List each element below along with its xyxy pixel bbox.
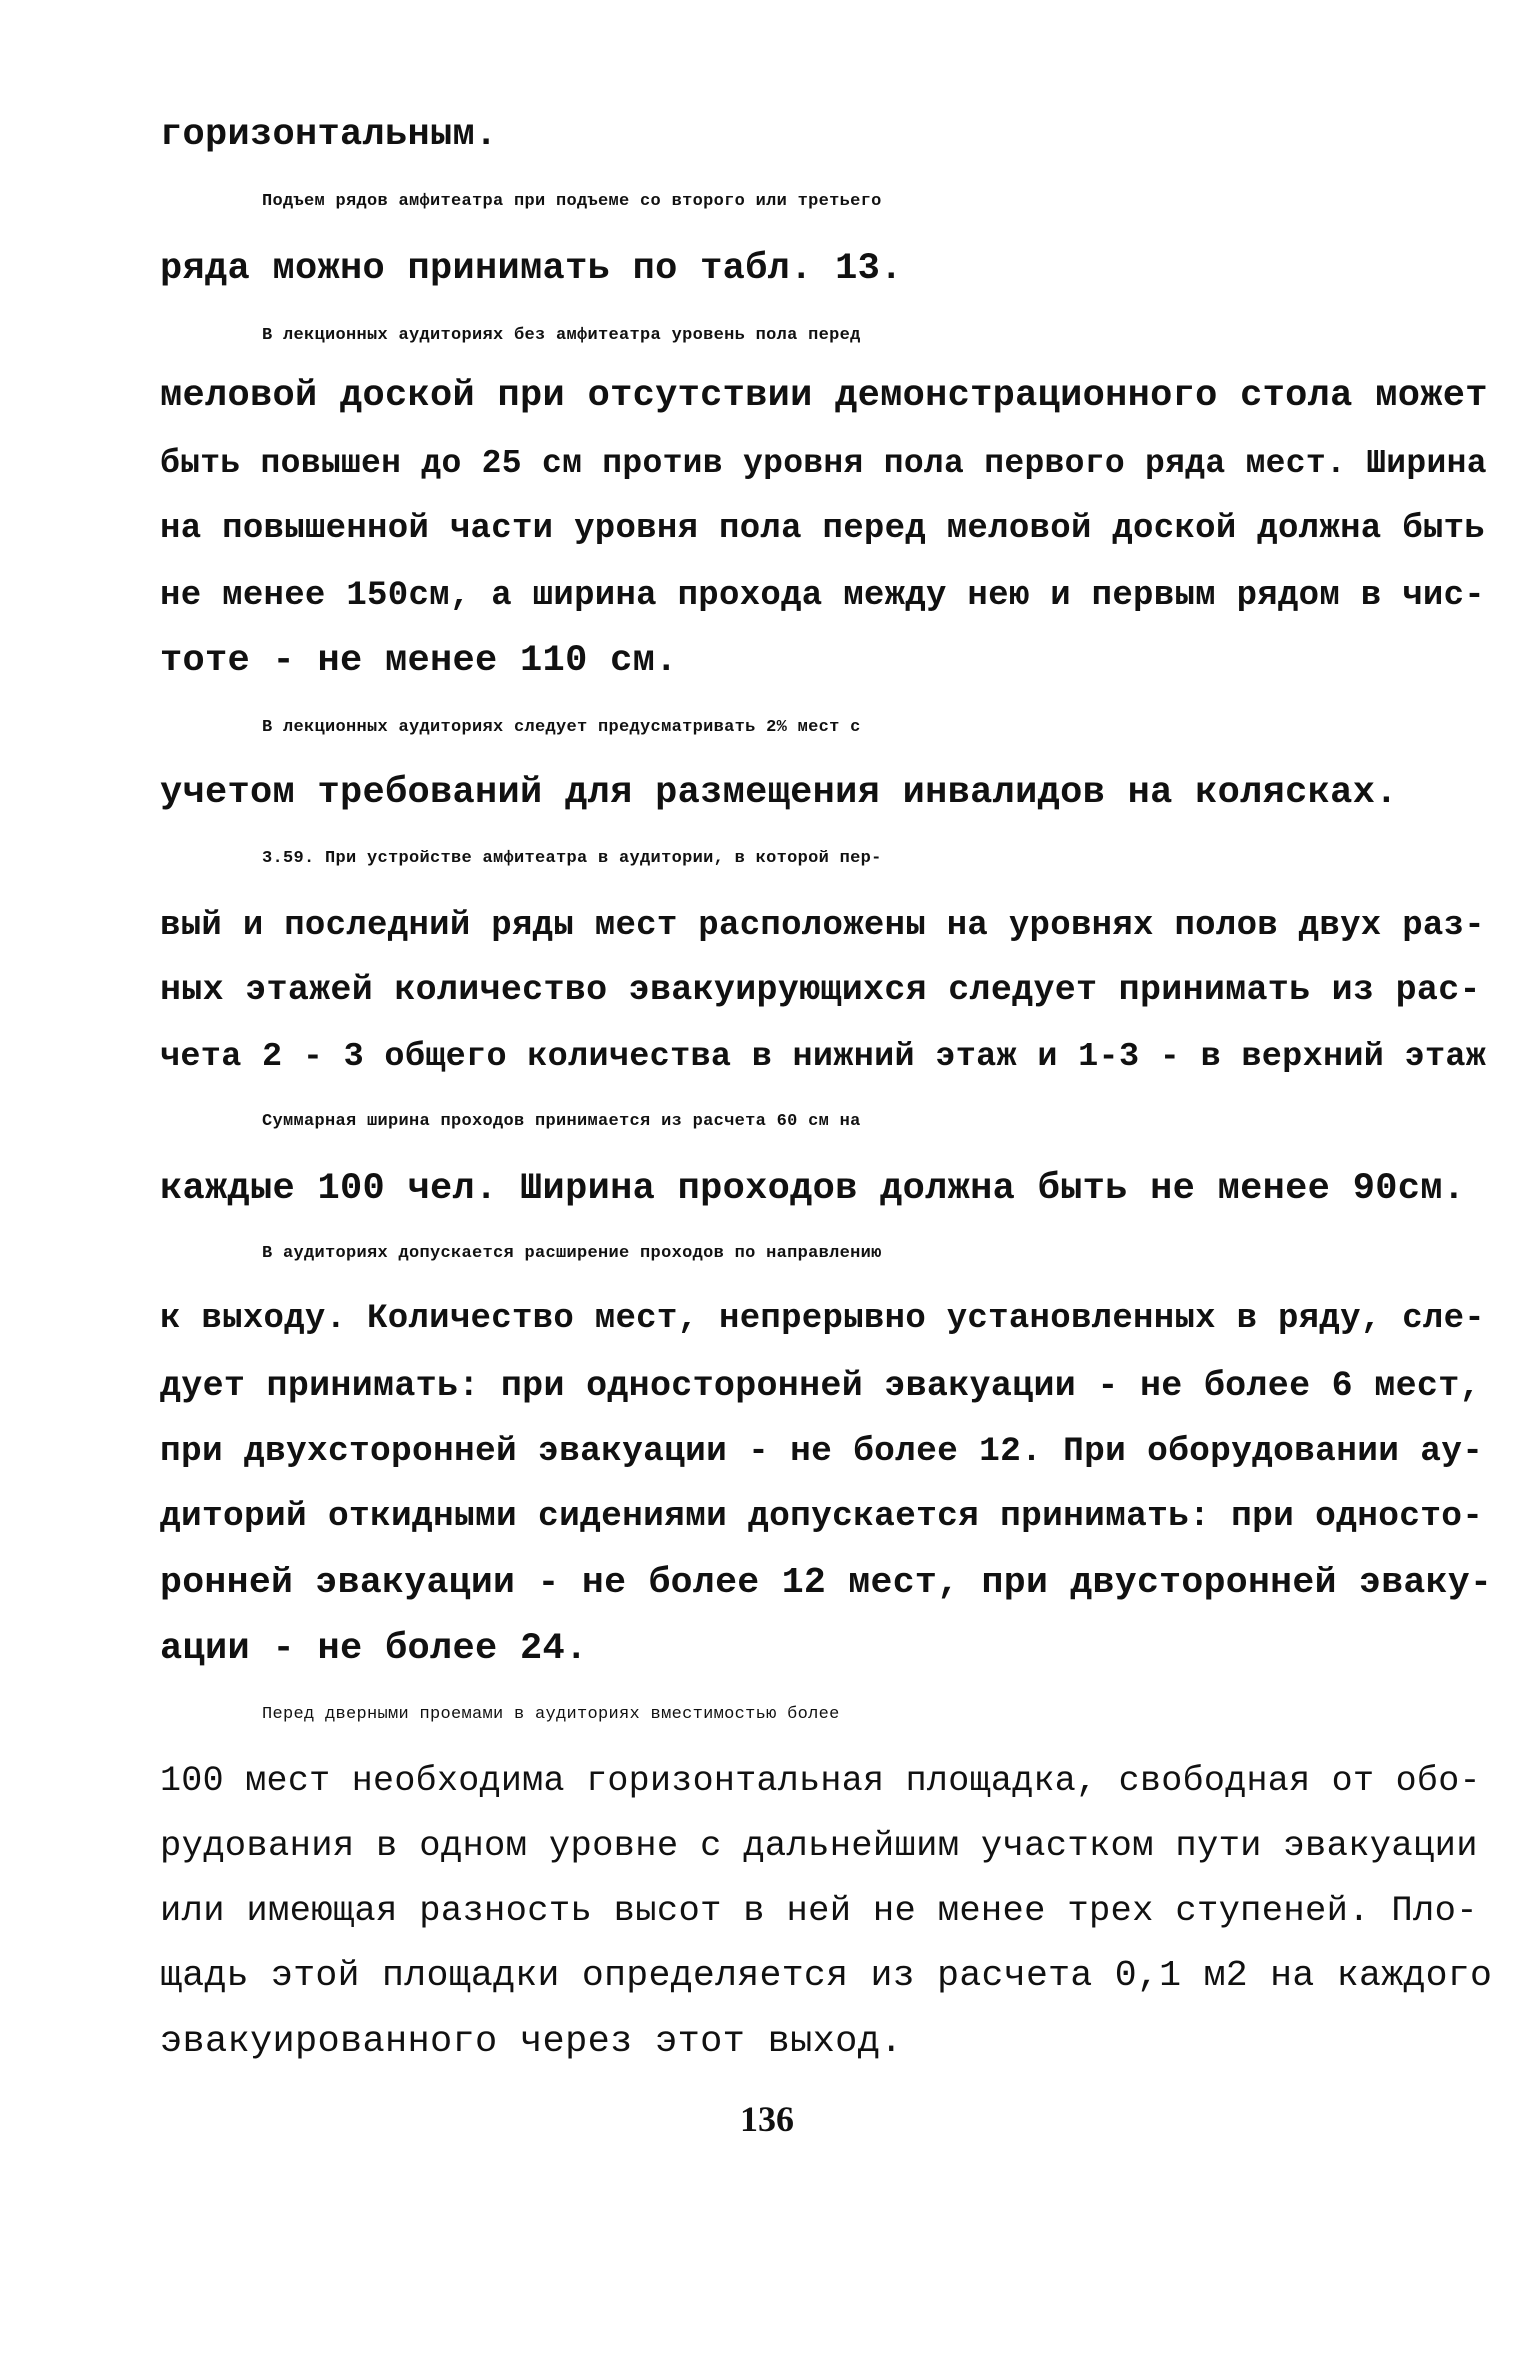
- text-line: ряда можно принимать по табл. 13.: [160, 248, 903, 290]
- text-line: при двухсторонней эвакуации - не более 12. При оборудовании ау-: [160, 1432, 1484, 1471]
- text-line: ронней эвакуации - не более 12 мест, при двусторонней эваку-: [160, 1562, 1493, 1603]
- text-line: эвакуированного через этот выход.: [160, 2021, 903, 2063]
- text-line: Перед дверными проемами в аудиториях вместимостью более: [262, 1705, 840, 1724]
- text-line: 3.59. При устройстве амфитеатра в аудитории, в которой пер-: [262, 849, 882, 868]
- text-line: щадь этой площадки определяется из расчета 0,1 м2 на каждого: [160, 1955, 1493, 1996]
- text-line: горизонтальным.: [160, 114, 498, 156]
- text-line: ации - не более 24.: [160, 1628, 588, 1670]
- text-line: тоте - не менее 110 см.: [160, 640, 678, 682]
- text-line: не менее 150см, а ширина прохода между нею и первым рядом в чис-: [160, 577, 1486, 615]
- text-line: к выходу. Количество мест, непрерывно установленных в ряду, сле-: [160, 1300, 1486, 1338]
- text-line: чета 2 - 3 общего количества в нижний этаж и 1-3 - в верхний этаж: [160, 1038, 1487, 1076]
- text-line: вый и последний ряды мест расположены на уровнях полов двух раз-: [160, 907, 1486, 945]
- text-line: рудования в одном уровне с дальнейшим участком пути эвакуации: [160, 1825, 1478, 1866]
- text-line: или имеющая разность высот в ней не менее трех ступеней. Пло-: [160, 1890, 1478, 1931]
- text-line: ных этажей количество эвакуирующихся следует принимать из рас-: [160, 970, 1481, 1010]
- text-line: Суммарная ширина проходов принимается из расчета 60 см на: [262, 1112, 861, 1131]
- text-line: Подъем рядов амфитеатра при подъеме со второго или третьего: [262, 192, 882, 211]
- text-line: на повышенной части уровня пола перед меловой доской должна быть: [160, 510, 1486, 548]
- text-line: диторий откидными сидениями допускается принимать: при односто-: [160, 1497, 1484, 1536]
- text-line: 100 мест необходима горизонтальная площадка, свободная от обо-: [160, 1761, 1481, 1801]
- text-line: В лекционных аудиториях без амфитеатра уровень пола перед: [262, 326, 861, 345]
- text-line: В лекционных аудиториях следует предусматривать 2% мест с: [262, 718, 861, 737]
- text-line: меловой доской при отсутствии демонстрационного стола может: [160, 375, 1488, 417]
- text-line: каждые 100 чел. Ширина проходов должна быть не менее 90см.: [160, 1168, 1466, 1210]
- text-line: учетом требований для размещения инвалидов на колясках.: [160, 772, 1398, 814]
- text-line: быть повышен до 25 см против уровня пола первого ряда мест. Ширина: [160, 445, 1487, 482]
- page-number: 136: [740, 2099, 794, 2139]
- text-line: дует принимать: при односторонней эвакуации - не более 6 мест,: [160, 1366, 1481, 1406]
- text-line: В аудиториях допускается расширение проходов по направлению: [262, 1244, 882, 1263]
